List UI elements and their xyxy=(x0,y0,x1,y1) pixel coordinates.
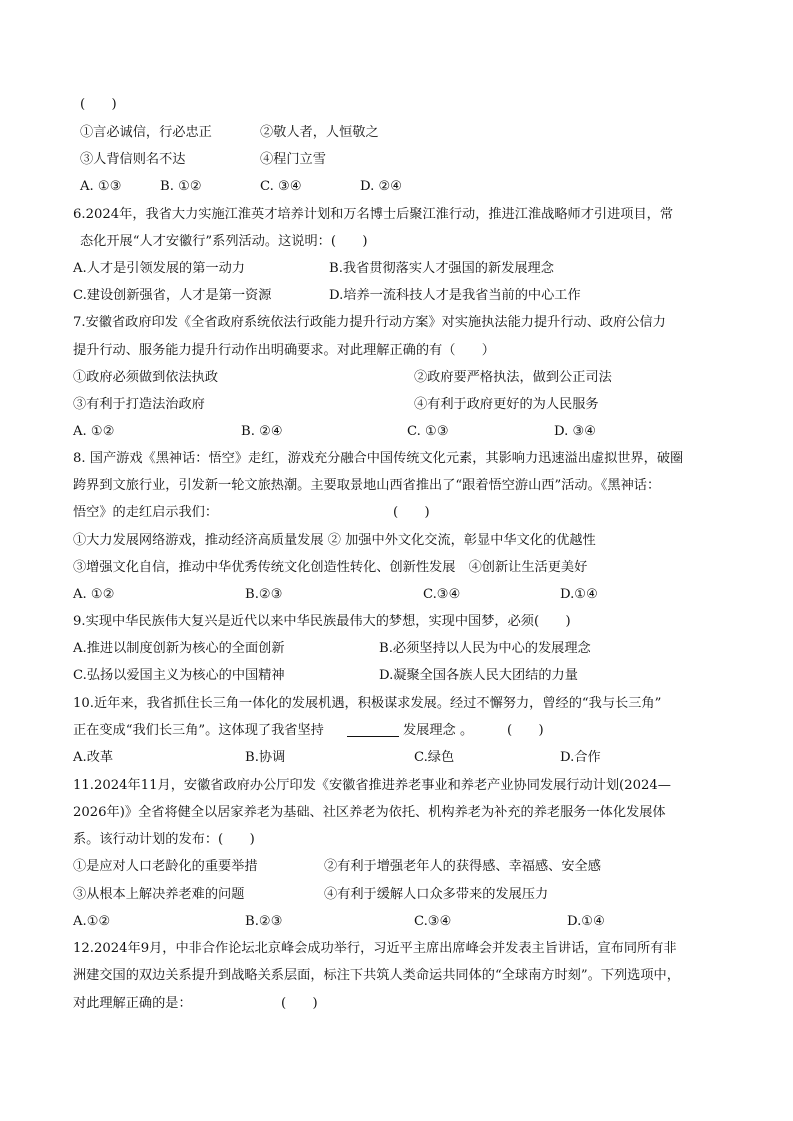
q7-option-4: ④有利于政府更好的为人民服务 xyxy=(414,397,599,412)
q8-stem-line-1: 8. 国产游戏《黑神话：悟空》走红，游戏充分融合中国传统文化元素，其影响力迅速溢出虚拟世界，破圈 xyxy=(73,451,684,466)
q8-options-row-2: ③增强文化自信，推动中华优秀传统文化创造性转化、创新性发展 ④创新让生活更美好 xyxy=(73,560,588,575)
q10-paren: ( ) xyxy=(507,723,544,738)
q12-paren: ( ) xyxy=(281,996,318,1011)
q8-choice-d: D.①④ xyxy=(560,587,598,602)
q11-option-4: ④有利于缓解人口众多带来的发展压力 xyxy=(324,887,549,902)
q11-choice-c: C.③④ xyxy=(414,914,452,929)
q5-choice-a: A. ①③ xyxy=(80,179,122,194)
q10-choice-b: B.协调 xyxy=(245,750,286,765)
q5-option-4: ④程门立雪 xyxy=(260,152,326,167)
q7-option-3: ③有利于打造法治政府 xyxy=(73,397,205,412)
q10-choice-c: C.绿色 xyxy=(414,750,455,765)
q11-choice-b: B.②③ xyxy=(245,914,283,929)
q8-stem-line-3-text: 悟空》的走红启示我们： xyxy=(73,505,219,520)
q8-options-row-1: ①大力发展网络游戏，推动经济高质量发展 ② 加强中外文化交流，彰显中华文化的优越性 xyxy=(73,533,596,548)
q9-stem-line-1: 9.实现中华民族伟大复兴是近代以来中华民族最伟大的梦想，实现中国梦，必须( ) xyxy=(73,614,571,629)
q11-choice-d: D.①④ xyxy=(567,914,605,929)
q10-stem-line-2-start: 正在变成“我们长三角”。这体现了我省坚持 xyxy=(73,723,324,738)
q5-option-2: ②敬人者，人恒敬之 xyxy=(260,125,379,140)
q7-choice-d: D. ③④ xyxy=(554,424,597,439)
q5-paren: ( ) xyxy=(80,97,117,112)
q12-stem-line-3-text: 对此理解正确的是： xyxy=(73,996,192,1011)
q6-choice-d: D.培养一流科技人才是我省当前的中心工作 xyxy=(329,288,581,303)
q7-option-2: ②政府要严格执法，做到公正司法 xyxy=(414,370,612,385)
q5-choice-b: B. ①② xyxy=(160,179,202,194)
q9-choice-a: A.推进以制度创新为核心的全面创新 xyxy=(73,641,285,656)
q6-choice-c: C.建设创新强省，人才是第一资源 xyxy=(73,288,272,303)
q10-choice-a: A.改革 xyxy=(73,750,114,765)
q12-stem-line-1: 12.2024年9月，中非合作论坛北京峰会成功举行，习近平主席出席峰会并发表主旨讲话，宣布同所有非 xyxy=(73,941,677,956)
q11-option-1: ①是应对人口老龄化的重要举措 xyxy=(73,859,258,874)
q11-option-3: ③从根本上解决养老难的问题 xyxy=(73,887,245,902)
q8-choice-a: A. ①② xyxy=(73,587,115,602)
q7-choice-b: B. ②④ xyxy=(241,424,283,439)
q8-paren: ( ) xyxy=(393,505,430,520)
q11-option-2: ②有利于增强老年人的获得感、幸福感、安全感 xyxy=(324,859,601,874)
q8-stem-line-2: 跨界到文旅行业，引发新一轮文旅热潮。主要取景地山西省推出了“跟着悟空游山西”活动。《黑神话： xyxy=(73,478,661,493)
q5-choice-c: C. ③④ xyxy=(260,179,302,194)
q7-choice-c: C. ①③ xyxy=(407,424,449,439)
q7-choice-a: A. ①② xyxy=(73,424,115,439)
q11-stem-line-2: 2026年)》全省将健全以居家养老为基础、社区养老为依托、机构养老为补充的养老服务一体化发展体 xyxy=(73,805,666,820)
q5-option-3: ③人背信则名不达 xyxy=(80,152,186,167)
q11-stem-line-1: 11.2024年11月，安徽省政府办公厅印发《安徽省推进养老事业和养老产业协同发展行动计划(2024— xyxy=(73,778,671,793)
q10-choice-d: D.合作 xyxy=(560,750,601,765)
q10-stem-line-1: 10.近年来，我省抓住长三角一体化的发展机遇，积极谋求发展。经过不懈努力，曾经的“我与长三角” xyxy=(73,696,662,711)
q7-stem-line-1: 7.安徽省政府印发《全省政府系统依法行政能力提升行动方案》对实施执法能力提升行动、政府公信力 xyxy=(73,315,666,330)
q7-option-1: ①政府必须做到依法执政 xyxy=(73,370,219,385)
q9-choice-c: C.弘扬以爱国主义为核心的中国精神 xyxy=(73,668,285,683)
q6-stem-line-2: 态化开展“人才安徽行”系列活动。这说明：( ) xyxy=(80,234,368,249)
q6-stem-line-1: 6.2024年，我省大力实施江淮英才培养计划和万名博士后聚江淮行动，推进江淮战略师才引进项目，常 xyxy=(73,207,674,222)
q6-choice-a: A.人才是引领发展的第一动力 xyxy=(73,261,245,276)
q8-choice-c: C.③④ xyxy=(423,587,461,602)
q9-choice-d: D.凝聚全国各族人民大团结的力量 xyxy=(379,668,578,683)
q10-stem-line-2-end: 发展理念 。 xyxy=(403,723,474,738)
q5-option-1: ①言必诚信，行必忠正 xyxy=(80,125,212,140)
q11-stem-line-3: 系。该行动计划的发布：( ) xyxy=(73,832,255,847)
q6-choice-b: B.我省贯彻落实人才强国的新发展理念 xyxy=(329,261,554,276)
q7-stem-line-2: 提升行动、服务能力提升行动作出明确要求。对此理解正确的有（ ） xyxy=(73,343,495,358)
q8-choice-b: B.②③ xyxy=(245,587,283,602)
q11-choice-a: A.①② xyxy=(73,914,111,929)
q5-choice-d: D. ②④ xyxy=(360,179,403,194)
q9-choice-b: B.必须坚持以人民为中心的发展理念 xyxy=(379,641,591,656)
q12-stem-line-2: 洲建交国的双边关系提升到战略关系层面，标注下共筑人类命运共同体的“全球南方时刻”。下列选项中， xyxy=(73,968,680,983)
q10-fill-blank xyxy=(347,722,399,743)
